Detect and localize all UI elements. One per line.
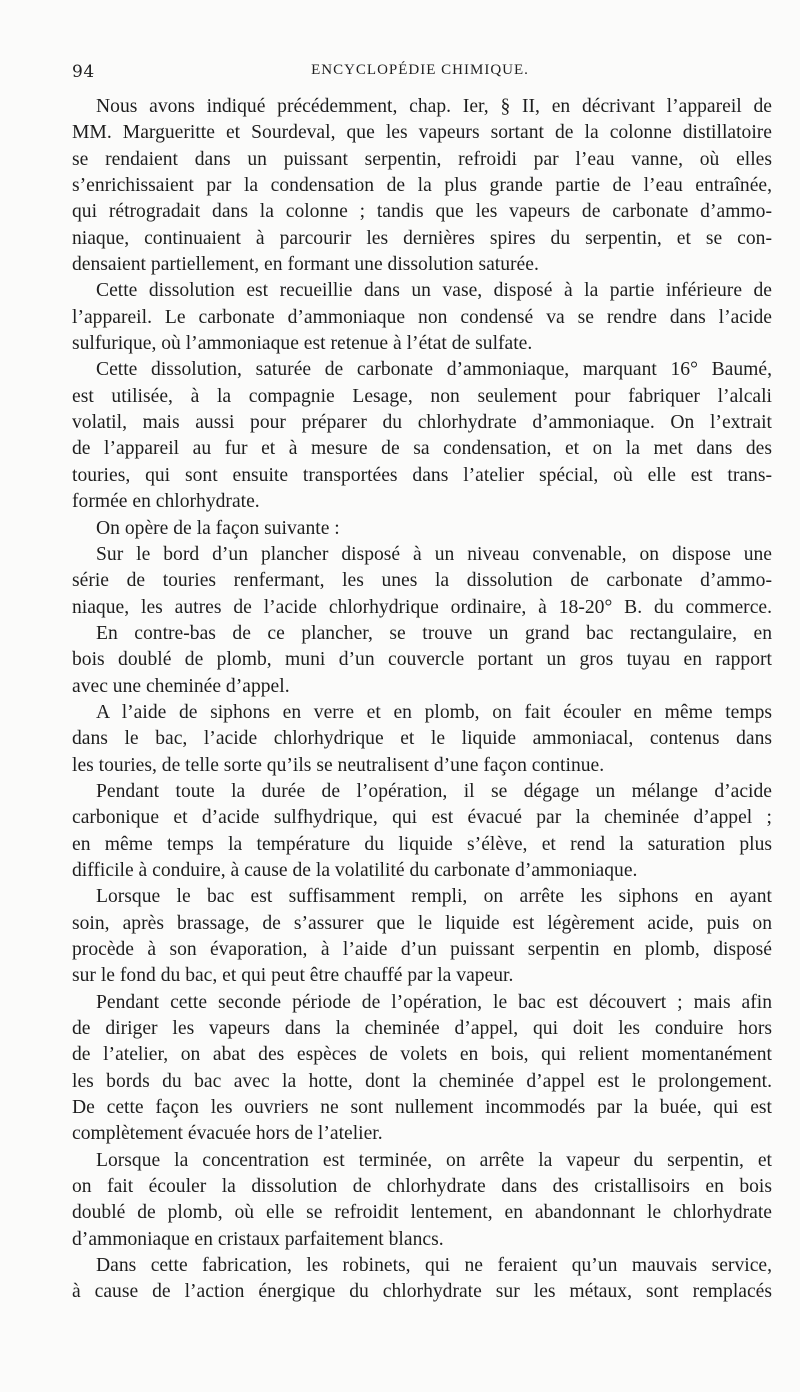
text-line: dans le bac, l’acide chlorhydrique et le liquide ammoniacal, contenus dans: [72, 728, 772, 750]
text-line: de l’atelier, on abat des espèces de volets en bois, qui relient momentanément: [72, 1044, 772, 1066]
text-line: procède à son évaporation, à l’aide d’un puissant serpentin en plomb, disposé: [72, 939, 772, 960]
running-title: ENCYCLOPÉDIE CHIMIQUE.: [311, 62, 529, 78]
text-line: d’ammoniaque en cristaux parfaitement blancs.: [72, 1228, 444, 1250]
body-text: [72, 94, 772, 1306]
text-line: MM. Margueritte et Sourdeval, que les vapeurs sortant de la colonne distillatoire: [72, 122, 772, 144]
text-line: carbonique et d’acide sulfhydrique, qui est évacué par la cheminée d’appel ;: [72, 807, 772, 829]
text-line: niaque, les autres de l’acide chlorhydrique ordinaire, à 18-20° B. du commerce.: [72, 596, 772, 618]
text-line: en même temps la température du liquide s’élève, et rend la saturation plus: [72, 833, 772, 855]
text-line: bois doublé de plomb, muni d’un couvercle portant un gros tuyau en rapport: [72, 649, 772, 671]
text-line: l’appareil. Le carbonate d’ammoniaque non condensé va se rendre dans l’acide: [72, 306, 772, 328]
text-line: A l’aide de siphons en verre et en plomb, on fait écouler en même temps: [96, 701, 772, 723]
text-line: Cette dissolution, saturée de carbonate d’ammoniaque, marquant 16° Baumé,: [96, 359, 772, 381]
page-header: [72, 62, 768, 90]
text-line: touries, qui sont ensuite transportées dans l’atelier spécial, où elle est trans-: [72, 464, 772, 486]
text-line: série de touries renfermant, les unes la dissolution de carbonate d’ammo-: [72, 570, 772, 592]
text-line: soin, après brassage, de s’assurer que le liquide est légèrement acide, puis on: [72, 912, 772, 934]
text-line: de l’appareil au fur et à mesure de sa condensation, et on la met dans des: [72, 438, 772, 460]
text-line: qui rétrogradait dans la colonne ; tandis que les vapeurs de carbonate d’ammo-: [72, 201, 772, 223]
text-line: Sur le bord d’un plancher disposé à un niveau convenable, on dispose une: [96, 543, 772, 565]
text-line: densaient partiellement, en formant une dissolution saturée.: [72, 254, 539, 276]
text-line: Cette dissolution est recueillie dans un vase, disposé à la partie inférieure de: [96, 280, 772, 302]
text-line: s’enrichissaient par la condensation de la plus grande partie de l’eau entraînée,: [72, 175, 772, 197]
text-line: Pendant cette seconde période de l’opération, le bac est découvert ; mais afin: [96, 991, 772, 1013]
text-line: à cause de l’action énergique du chlorhydrate sur les métaux, sont remplacés: [72, 1281, 772, 1303]
text-line: En contre-bas de ce plancher, se trouve un grand bac rectangulaire, en: [96, 622, 772, 644]
text-line: sulfurique, où l’ammoniaque est retenue à l’état de sulfate.: [72, 333, 533, 355]
text-line: De cette façon les ouvriers ne sont nullement incommodés par la buée, qui est: [72, 1097, 772, 1119]
text-line: est utilisée, à la compagnie Lesage, non seulement pour fabriquer l’alcali: [72, 385, 772, 407]
text-line: formée en chlorhydrate.: [72, 491, 260, 513]
text-line: Lorsque le bac est suffisamment rempli, on arrête les siphons en ayant: [96, 886, 772, 908]
text-line: On opère de la façon suivante :: [96, 517, 340, 539]
text-line: les touries, de telle sorte qu’ils se neutralisent d’une façon continue.: [72, 754, 605, 776]
text-line: on fait écouler la dissolution de chlorhydrate dans des cristallisoirs en bois: [72, 1176, 772, 1198]
text-line: volatil, mais aussi pour préparer du chlorhydrate d’ammoniaque. On l’extrait: [72, 412, 772, 434]
text-line: se rendaient dans un puissant serpentin, refroidi par l’eau vanne, où elles: [72, 148, 772, 170]
text-line: avec une cheminée d’appel.: [72, 675, 290, 697]
text-line: difficile à conduire, à cause de la volatilité du carbonate d’ammoniaque.: [72, 859, 638, 881]
text-line: niaque, continuaient à parcourir les dernières spires du serpentin, et se con-: [72, 227, 772, 249]
text-line: Pendant toute la durée de l’opération, il se dégage un mélange d’acide: [96, 780, 772, 802]
text-line: les bords du bac avec la hotte, dont la cheminée d’appel est le prolongement.: [72, 1070, 772, 1092]
text-line: de diriger les vapeurs dans la cheminée d’appel, qui doit les conduire hors: [72, 1018, 772, 1040]
text-line: sur le fond du bac, et qui peut être chauffé par la vapeur.: [72, 965, 514, 987]
text-line: Lorsque la concentration est terminée, on arrête la vapeur du serpentin, et: [96, 1149, 772, 1171]
text-line: Nous avons indiqué précédemment, chap. Ier, § II, en décrivant l’appareil de: [96, 96, 772, 117]
text-line: complètement évacuée hors de l’atelier.: [72, 1123, 383, 1145]
text-line: doublé de plomb, où elle se refroidit lentement, en abandonnant le chlorhydrate: [72, 1202, 772, 1224]
page-number: 94: [72, 62, 95, 82]
text-line: Dans cette fabrication, les robinets, qui ne feraient qu’un mauvais service,: [96, 1255, 772, 1277]
